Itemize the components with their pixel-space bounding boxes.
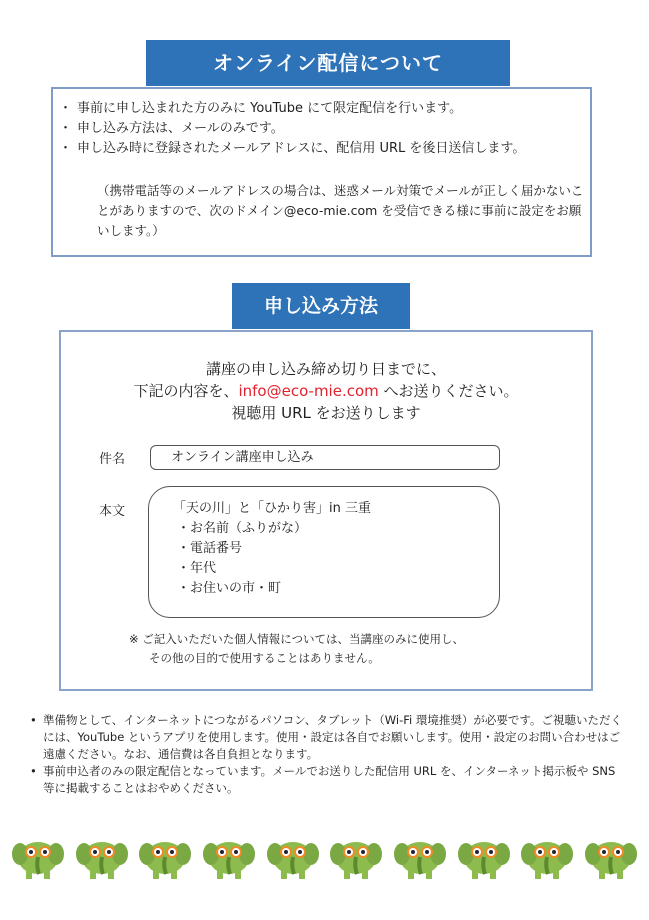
privacy-note <box>129 630 464 668</box>
subject-label: 件名 <box>99 452 126 467</box>
online-streaming-info-box <box>51 87 592 257</box>
elephant-icon <box>458 830 510 882</box>
elephant-icon <box>585 830 637 882</box>
body-line: ・お住いの市・町 <box>177 581 282 596</box>
intro-after-email: へお送りください。 <box>378 382 519 400</box>
privacy-line: その他の目的で使用することはありません。 <box>149 651 380 665</box>
body-line: 「天の川」と「ひかり害」in 三重 <box>173 501 371 516</box>
list-item: ・ 申し込み時に登録されたメールアドレスに、配信用 URL を後日送信します。 <box>63 139 583 159</box>
body-field <box>148 486 500 618</box>
elephant-icon <box>76 830 128 882</box>
elephant-icon <box>139 830 191 882</box>
application-method-heading: 申し込み方法 <box>232 283 410 329</box>
elephant-icon <box>521 830 573 882</box>
list-item: • 準備物として、インターネットにつながるパソコン、タブレット（Wi-Fi 環境推奨）が必要です。ご視聴いただくには、YouTube というアプリを使用します。使用・設定は各自でお願いします。使用・設定のお問い合わせはご遠慮ください。なお、通信費は各自負担となります。 <box>28 712 628 763</box>
list-item: ・ 申し込み方法は、メールのみです。 <box>63 119 583 139</box>
body-line: ・電話番号 <box>177 541 243 556</box>
mascot-row <box>12 830 637 886</box>
email-link[interactable]: info@eco-mie.com <box>238 382 379 400</box>
subject-field: オンライン講座申し込み <box>150 445 500 470</box>
streaming-info-list <box>63 99 583 159</box>
email-domain-note: （携帯電話等のメールアドレスの場合は、迷惑メール対策でメールが正しく届かないことがありますので、次のドメイン@eco-mie.com を受信できる様に事前に設定をお願いします。） <box>97 183 584 238</box>
elephant-icon <box>12 830 64 882</box>
list-item: • 事前申込者のみの限定配信となっています。メールでお送りした配信用 URL を、インターネット掲示板や SNS 等に掲載することはおやめください。 <box>28 763 628 797</box>
intro-line-3: 視聴用 URL をお送りします <box>231 404 421 422</box>
privacy-line: ※ ご記入いただいた個人情報については、当講座のみに使用し、 <box>129 632 465 646</box>
elephant-icon <box>330 830 382 882</box>
body-label: 本文 <box>99 504 126 519</box>
list-item: ・ 事前に申し込まれた方のみに YouTube にて限定配信を行います。 <box>63 99 583 119</box>
elephant-icon <box>203 830 255 882</box>
notes-list <box>28 712 628 797</box>
intro-line-2 <box>61 380 591 402</box>
body-line: ・お名前（ふりがな） <box>177 521 308 536</box>
intro-before-email: 下記の内容を、 <box>133 382 239 400</box>
elephant-icon <box>267 830 319 882</box>
elephant-icon <box>394 830 446 882</box>
online-streaming-heading: オンライン配信について <box>146 40 510 86</box>
body-line: ・年代 <box>177 561 217 576</box>
application-method-box <box>59 330 593 691</box>
intro-line-1: 講座の申し込み締め切り日までに、 <box>205 360 446 378</box>
